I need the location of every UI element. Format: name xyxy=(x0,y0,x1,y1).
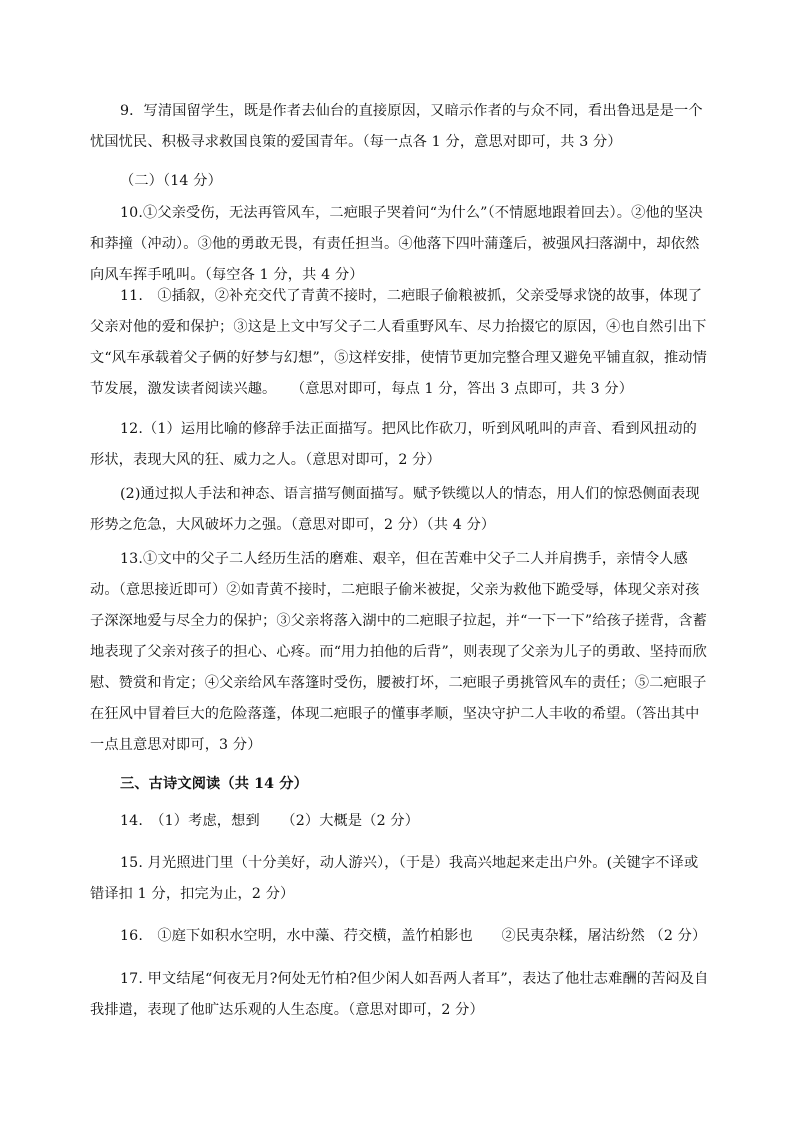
answer-12-part1: 12.（1）运用比喻的修辞手法正面描写。把风比作砍刀，听到风吼叫的声音、看到风扭动的形状，表现大风的狂、威力之人。（意思对即可，2 分） xyxy=(90,421,698,468)
answer-15: 15. 月光照进门里（十分美好，动人游兴），（于是）我高兴地起来走出户外。(关键字不译或错译扣 1 分，扣完为止，2 分） xyxy=(90,855,699,902)
answer-12-part2: (2)通过拟人手法和神态、语言描写侧面描写。赋予铁缆以人的情态，用人们的惊恐侧面表现形势之危急，大风破坏力之强。（意思对即可，2 分）（共 4 分） xyxy=(90,486,700,533)
answer-17: 17. 甲文结尾“何夜无月?何处无竹柏?但少闲人如吾两人者耳”，表达了他壮志难酬的苦闷及自我排遣，表现了他旷达乐观的人生态度。（意思对即可，2 分） xyxy=(90,971,709,1018)
answer-10: 10.①父亲受伤，无法再管风车，二疤眼子哭着问“为什么”（不情愿地跟着回去）。②他的坚决和莽撞（冲动）。③他的勇敢无畏，有责任担当。④他落下四叶蒲蓬后，被强风扫落湖中，却依然向风车挥手吼叫。（每空各 1 分，共 4 分） xyxy=(90,205,703,283)
answer-13: 13.①文中的父子二人经历生活的磨难、艰辛，但在苦难中父子二人并肩携手，亲情令人感动。（意思接近即可）②如青黄不接时，二疤眼子偷米被捉，父亲为救他下跪受辱，体现父亲对孩子深深地爱与尽全力的保护；③父亲将落入湖中的二疤眼子拉起，并“一下一下”给孩子搓背，含蓄地表现了父亲对孩子的担心、心疼。而“用力拍他的后背”，则表现了父亲为儿子的勇敢、坚持而欣慰、赞赏和肯定；④父亲给风车落篷时受伤，腰被打坏，二疤眼子勇挑管风车的责任；⑤二疤眼子在狂风中冒着巨大的危险落蓬，体现二疤眼子的懂事孝顺，坚决守护二人丰收的希望。（答出其中一点且意思对即可，3 分） xyxy=(90,551,707,753)
section-3-heading: 三、古诗文阅读（共 14 分） xyxy=(120,776,308,792)
answer-11: 11. ①插叙，②补充交代了青黄不接时，二疤眼子偷粮被抓，父亲受辱求饶的故事，体现了父亲对他的爱和保护；③这是上文中写父子二人看重野风车、尽力抬掇它的原因，④也自然引出下文“风车承载着父子俩的好梦与幻想”，⑤这样安排，使情节更加完整合理又避免平铺直叙，推动情节发展，激发读者阅读兴趣。 （意思对即可，每点 1 分，答出 3 点即可，共 3 分） xyxy=(90,288,707,397)
section-2-heading: （二）（14 分） xyxy=(120,173,222,189)
answer-16: 16. ①庭下如积水空明，水中藻、荇交横，盖竹柏影也 ②民夷杂糅，屠沽纷然 （2 分） xyxy=(120,928,707,944)
answer-9: 9．写清国留学生，既是作者去仙台的直接原因，又暗示作者的与众不同，看出鲁迅是是一个忧国忧民、积极寻求救国良策的爱国青年。（每一点各 1 分，意思对即可，共 3 分） xyxy=(90,103,703,150)
answer-14: 14. （1）考虑，想到 （2）大概是（2 分） xyxy=(120,813,420,829)
